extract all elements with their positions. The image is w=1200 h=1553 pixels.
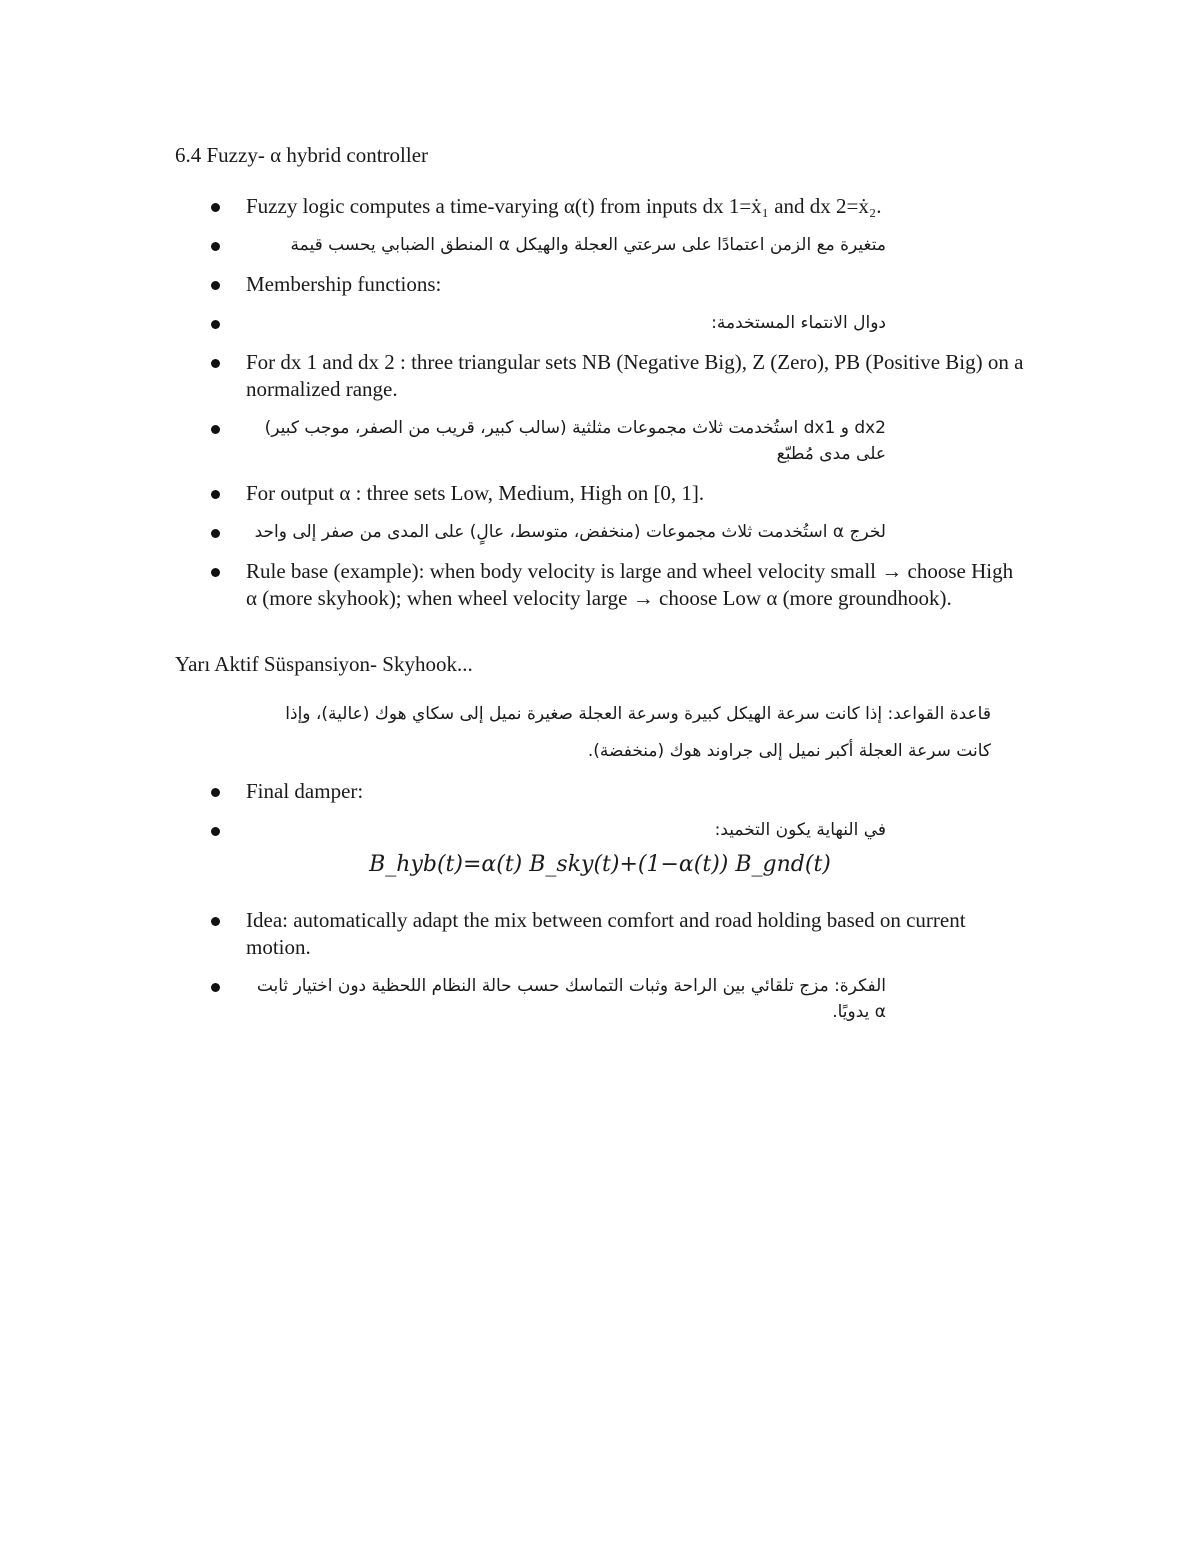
bullet-icon	[211, 827, 220, 836]
bullet-icon	[211, 203, 220, 212]
list-item	[0, 480, 1200, 519]
list-item	[0, 232, 1200, 271]
bullet-text: Membership functions:	[246, 272, 442, 296]
bullet-icon	[211, 788, 220, 797]
list-item	[0, 778, 1200, 817]
bullet-text: For output α : three sets Low, Medium, High on [0, 1].	[246, 481, 705, 505]
bullet-text: Final damper:	[246, 779, 364, 803]
bullet-text: Rule base (example): when body velocity is large and wheel velocity small → choose High α (more skyhook); when wheel velocity large → choose Low α (more groundhook).	[246, 559, 1014, 610]
list-item	[0, 907, 1200, 973]
bullet-icon	[211, 529, 220, 538]
subheading: Yarı Aktif Süspansiyon- Skyhook...	[175, 652, 473, 676]
bullet-icon	[211, 320, 220, 329]
bullet-text-arabic: dx2 و dx1 استُخدمت ثلاث مجموعات مثلثية (سالب كبير، قريب من الصفر، موجب كبير) على مدى مُطبّع	[264, 418, 886, 464]
bullet-icon	[211, 281, 220, 290]
list-item	[0, 193, 1200, 232]
list-item	[0, 310, 1200, 349]
bullet-text-arabic: الفكرة: مزج تلقائي بين الراحة وثبات التماسك حسب حالة النظام اللحظية دون اختيار ثابت α يدويًا.	[256, 976, 886, 1022]
bullet-text-arabic: متغيرة مع الزمن اعتمادًا على سرعتي العجلة والهيكل α المنطق الضبابي يحسب قيمة	[290, 235, 886, 255]
bullet-list-2	[0, 778, 1200, 856]
bullet-text-arabic: لخرج α استُخدمت ثلاث مجموعات (منخفض، متوسط، عالٍ) على المدى من صفر إلى واحد	[254, 522, 886, 542]
bullet-icon	[211, 242, 220, 251]
bullet-text: Idea: automatically adapt the mix between comfort and road holding based on current motion.	[246, 908, 966, 959]
bullet-icon	[211, 490, 220, 499]
bullet-icon	[211, 983, 220, 992]
list-item	[0, 558, 1200, 639]
hybrid-damper-formula: B_hyb(t)=α(t) B_sky(t)+(1−α(t)) B_gnd(t)	[369, 852, 831, 877]
bullet-text: Fuzzy logic computes a time-varying α(t) from inputs dx 1=ẋ₁ and dx 2=ẋ₂.	[246, 194, 882, 218]
list-item	[0, 519, 1200, 558]
list-item	[0, 415, 1200, 480]
bullet-icon	[211, 917, 220, 926]
bullet-text-arabic: في النهاية يكون التخميد:	[714, 820, 886, 840]
bullet-icon	[211, 425, 220, 434]
bullet-list-1	[0, 193, 1200, 639]
list-item	[0, 271, 1200, 310]
bullet-icon	[211, 359, 220, 368]
bullet-text-arabic: دوال الانتماء المستخدمة:	[711, 313, 886, 333]
section-heading: 6.4 Fuzzy- α hybrid controller	[175, 143, 429, 167]
list-item	[0, 349, 1200, 415]
list-item	[0, 817, 1200, 856]
bullet-text: For dx 1 and dx 2 : three triangular sets NB (Negative Big), Z (Zero), PB (Positive Big) on a normalized range.	[246, 350, 1024, 401]
list-item	[0, 973, 1200, 1022]
bullet-icon	[211, 568, 220, 577]
arabic-rule-paragraph: قاعدة القواعد: إذا كانت سرعة الهيكل كبيرة وسرعة العجلة صغيرة نميل إلى سكاي هوك (عالية)، وإذا كانت سرعة العجلة أكبر نميل إلى جراوند هوك (منخفضة).	[285, 704, 991, 761]
bullet-list-3	[0, 907, 1200, 1022]
